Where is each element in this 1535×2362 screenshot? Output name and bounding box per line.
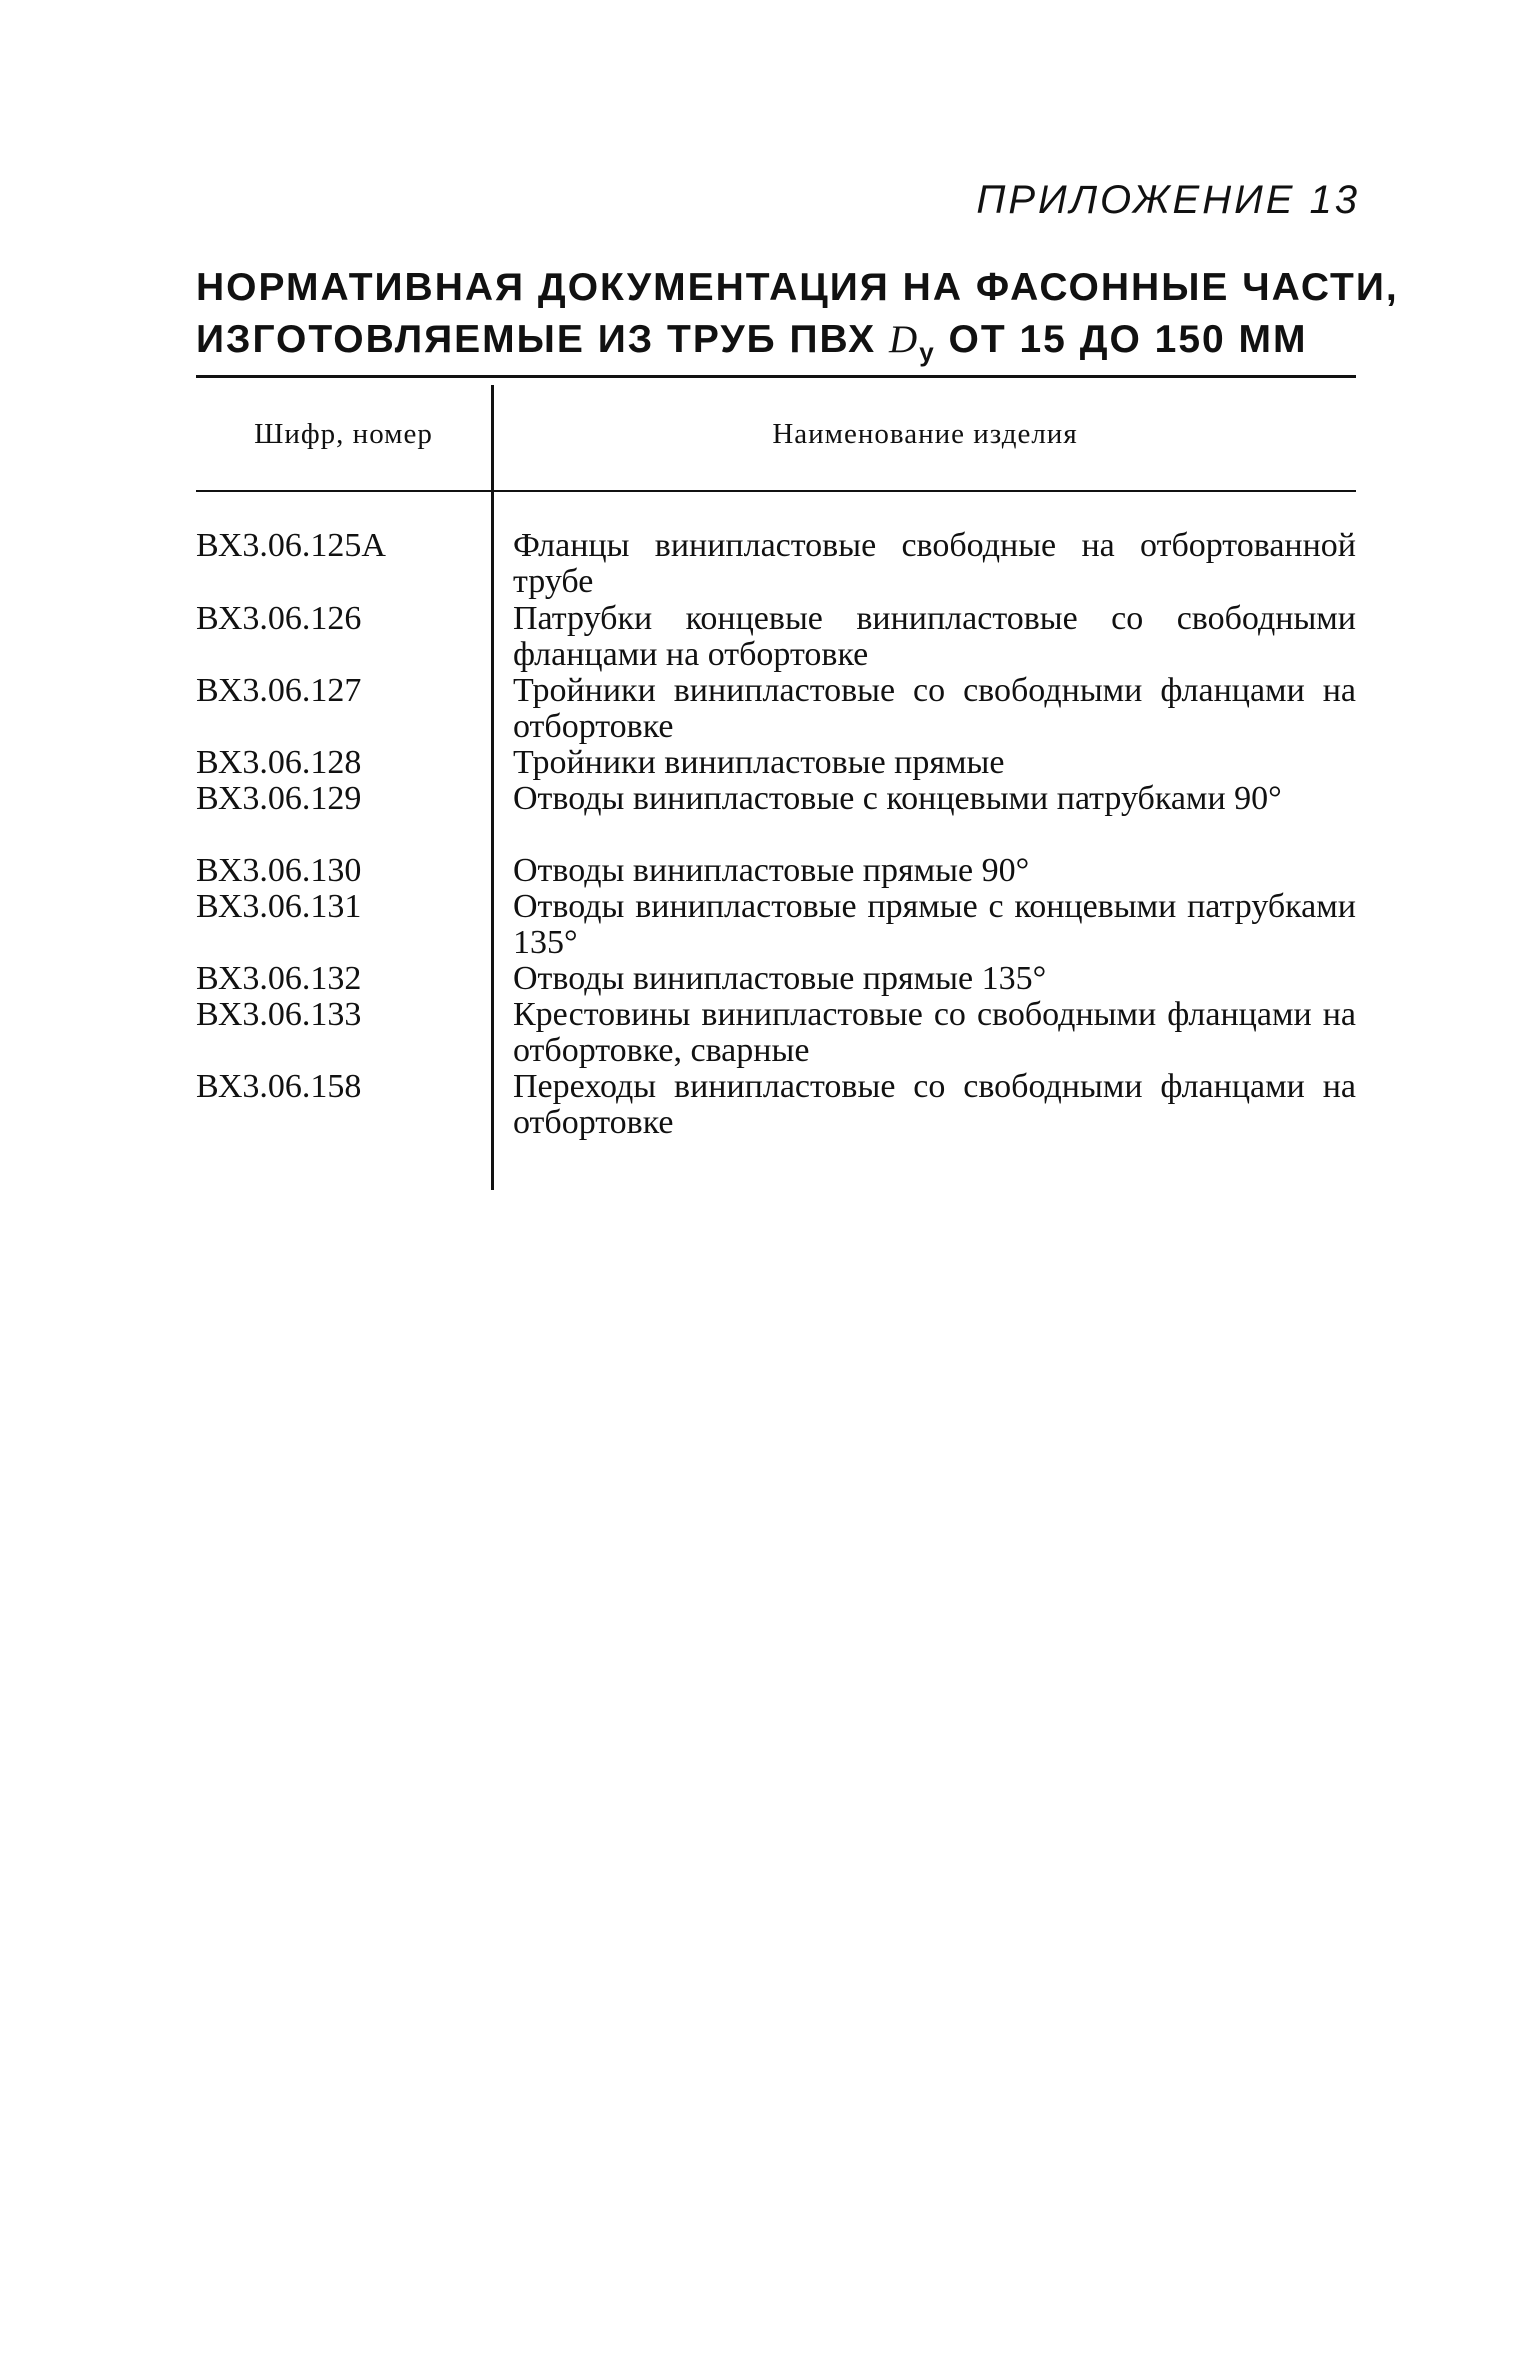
row-code: ВХ3.06.128 xyxy=(196,744,362,781)
dy-subscript: у xyxy=(919,336,936,367)
row-code: ВХ3.06.126 xyxy=(196,600,362,637)
table-row xyxy=(196,781,1356,853)
table-row xyxy=(196,889,1356,961)
title-line-2-end: ОТ 15 ДО 150 ММ xyxy=(935,318,1308,361)
dy-symbol: D xyxy=(889,318,920,361)
table-row xyxy=(196,528,1356,601)
row-name: Переходы винипластовые со свободными фланцами на отбортовке xyxy=(513,1068,1356,1141)
table-row xyxy=(196,997,1356,1069)
appendix-label: ПРИЛОЖЕНИЕ 13 xyxy=(976,178,1360,222)
row-name: Отводы винипластовые прямые 135° xyxy=(513,960,1047,997)
row-code: ВХ3.06.130 xyxy=(196,852,362,889)
title-line-2 xyxy=(196,314,1356,378)
table-row xyxy=(196,673,1356,745)
table-row xyxy=(196,601,1356,673)
title-line-1: НОРМАТИВНАЯ ДОКУМЕНТАЦИЯ НА ФАСОННЫЕ ЧАСТИ, xyxy=(196,266,1399,309)
row-code: ВХ3.06.158 xyxy=(196,1068,362,1105)
row-code: ВХ3.06.127 xyxy=(196,672,362,709)
row-name: Отводы винипластовые с концевыми патрубками 90° xyxy=(513,780,1282,817)
row-name: Фланцы винипластовые свободные на отбортованной трубе xyxy=(513,527,1356,600)
table-row xyxy=(196,745,1356,781)
table-top-rule xyxy=(196,375,1356,378)
document-title xyxy=(196,262,1399,378)
table-row xyxy=(196,1069,1356,1141)
row-name: Тройники винипластовые со свободными фланцами на отбортовке xyxy=(513,672,1356,745)
row-code: ВХ3.06.131 xyxy=(196,888,362,925)
row-name: Тройники винипластовые прямые xyxy=(513,744,1005,781)
table-row xyxy=(196,853,1356,889)
row-name: Отводы винипластовые прямые 90° xyxy=(513,852,1030,889)
row-code: ВХ3.06.133 xyxy=(196,996,362,1033)
table-row xyxy=(196,961,1356,997)
row-name: Крестовины винипластовые со свободными фланцами на отбортовке, сварные xyxy=(513,996,1356,1069)
table-body xyxy=(196,528,1356,1141)
row-code: ВХ3.06.125А xyxy=(196,527,386,564)
title-line-2-start: ИЗГОТОВЛЯЕМЫЕ ИЗ ТРУБ ПВХ xyxy=(196,318,890,361)
row-name: Отводы винипластовые прямые с концевыми патрубками 135° xyxy=(513,888,1356,961)
column-header-code: Шифр, номер xyxy=(254,418,433,450)
row-code: ВХ3.06.132 xyxy=(196,960,362,997)
column-header-name: Наименование изделия xyxy=(772,418,1078,450)
row-code: ВХ3.06.129 xyxy=(196,780,362,817)
row-name: Патрубки концевые винипластовые со свободными фланцами на отбортовке xyxy=(513,600,1356,673)
table-header-rule xyxy=(196,490,1356,492)
